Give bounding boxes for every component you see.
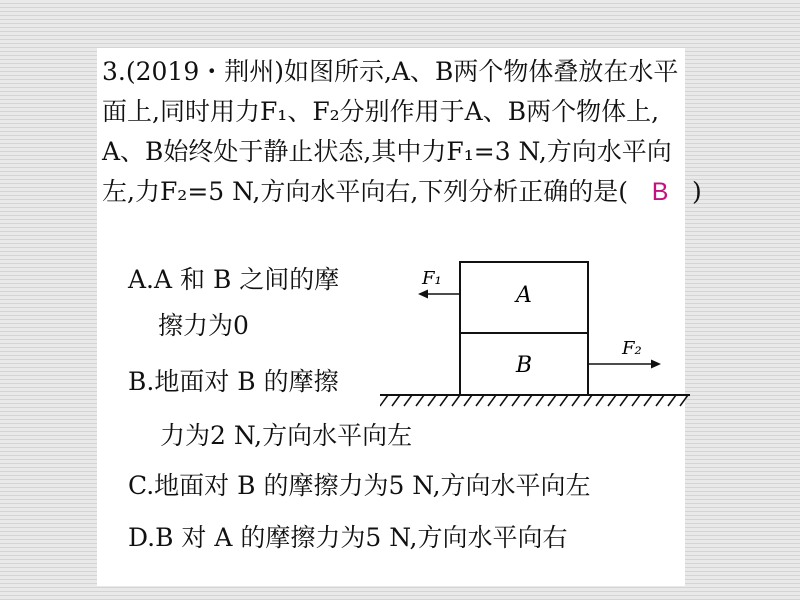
option-d: D.B 对 A 的摩擦力为5 N,方向水平向右 bbox=[128, 523, 568, 552]
question-line-4 bbox=[102, 172, 702, 212]
block-b-label: B bbox=[515, 353, 533, 378]
question-line-3: A、B始终处于静止状态,其中力F₁=3 N,方向水平向 bbox=[102, 137, 672, 166]
question-line-4-close: ) bbox=[692, 177, 702, 206]
question-line-2: 面上,同时用力F₁、F₂分别作用于A、B两个物体上, bbox=[102, 97, 660, 126]
question-line-4-text: 左,力F₂=5 N,方向水平向右,下列分析正确的是( bbox=[102, 177, 629, 206]
question-line-1: 3.(2019・荆州)如图所示,A、B两个物体叠放在水平 bbox=[102, 57, 679, 86]
option-b-line-2: 力为2 N,方向水平向左 bbox=[160, 421, 413, 450]
force-f1-label: F₁ bbox=[422, 268, 442, 289]
option-c: C.地面对 B 的摩擦力为5 N,方向水平向左 bbox=[128, 471, 591, 500]
block-a-label: A bbox=[516, 283, 532, 308]
option-a-line-2: 擦力为0 bbox=[158, 311, 249, 340]
option-b-line-1: B.地面对 B 的摩擦 bbox=[128, 367, 339, 396]
ground-hatching bbox=[380, 395, 688, 406]
force-f1-arrowhead bbox=[418, 290, 428, 299]
force-f2-arrowhead bbox=[651, 360, 661, 369]
question-stem bbox=[102, 52, 702, 212]
force-f2-label: F₂ bbox=[622, 338, 642, 359]
option-a-line-1: A.A 和 B 之间的摩 bbox=[128, 265, 340, 294]
answer-mark: B bbox=[651, 178, 669, 206]
force-diagram bbox=[380, 258, 690, 418]
